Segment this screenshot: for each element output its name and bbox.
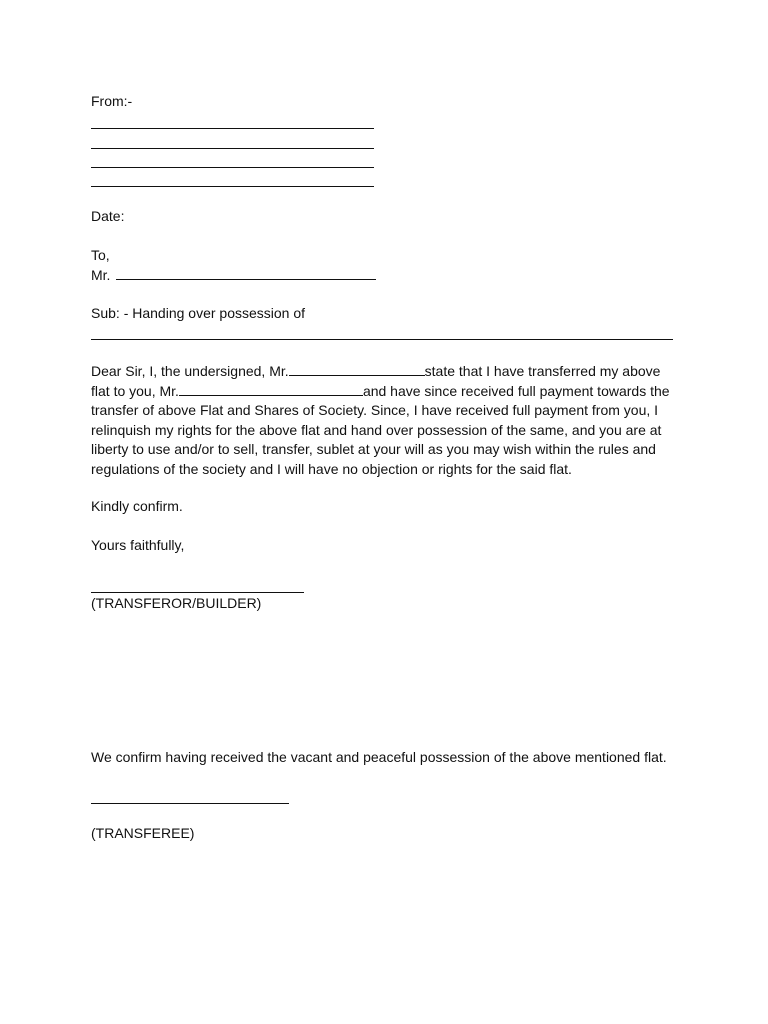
transferor-signature-line[interactable] bbox=[91, 592, 304, 593]
sign-off-text: Yours faithfully, bbox=[91, 537, 185, 553]
transferor-name-blank[interactable] bbox=[289, 362, 425, 376]
transferee-signature-line[interactable] bbox=[91, 803, 289, 804]
subject-label: Sub: - Handing over possession of bbox=[91, 305, 306, 321]
mr-label: Mr. bbox=[91, 267, 111, 283]
body-line-1 bbox=[91, 362, 681, 382]
body-line-2-start: flat to you, Mr. bbox=[91, 382, 179, 399]
body-line-6: regulations of the society and I will have no objection or rights for the said flat. bbox=[91, 460, 572, 477]
body-line-2-end: and have since received full payment towards the bbox=[362, 382, 670, 399]
from-address-line-3[interactable] bbox=[91, 167, 374, 168]
from-address-line-4[interactable] bbox=[91, 186, 374, 187]
body-line-5: liberty to use and/or to sell, transfer, sublet at your will as you may wish within the rules and bbox=[91, 441, 656, 457]
from-address-line-2[interactable] bbox=[91, 148, 374, 149]
body-line-1-end: state that I have transferred my above bbox=[424, 363, 661, 379]
transferee-name-blank[interactable] bbox=[179, 382, 363, 396]
acknowledgement-statement: We confirm having received the vacant and peaceful possession of the above mentioned flat. bbox=[91, 749, 667, 765]
from-address-line-1[interactable] bbox=[91, 128, 374, 129]
transferor-label: (TRANSFEROR/BUILDER) bbox=[91, 595, 262, 611]
recipient-line bbox=[91, 266, 376, 283]
subject-line[interactable] bbox=[91, 339, 673, 340]
body-paragraph bbox=[91, 362, 681, 479]
body-line-2 bbox=[91, 382, 681, 402]
kindly-confirm-text: Kindly confirm. bbox=[91, 498, 183, 514]
body-line-3: transfer of above Flat and Shares of Society. Since, I have received full payment from you, I bbox=[91, 402, 659, 418]
body-line-4: relinquish my rights for the above flat and hand over possession of the same, and you are at bbox=[91, 421, 662, 438]
to-label: To, bbox=[91, 247, 110, 263]
from-label: From:- bbox=[91, 93, 133, 109]
body-line-1-start: Dear Sir, I, the undersigned, Mr. bbox=[91, 363, 289, 379]
date-label: Date: bbox=[91, 208, 125, 224]
transferee-label: (TRANSFEREE) bbox=[91, 825, 195, 841]
recipient-name-blank[interactable] bbox=[116, 266, 376, 280]
